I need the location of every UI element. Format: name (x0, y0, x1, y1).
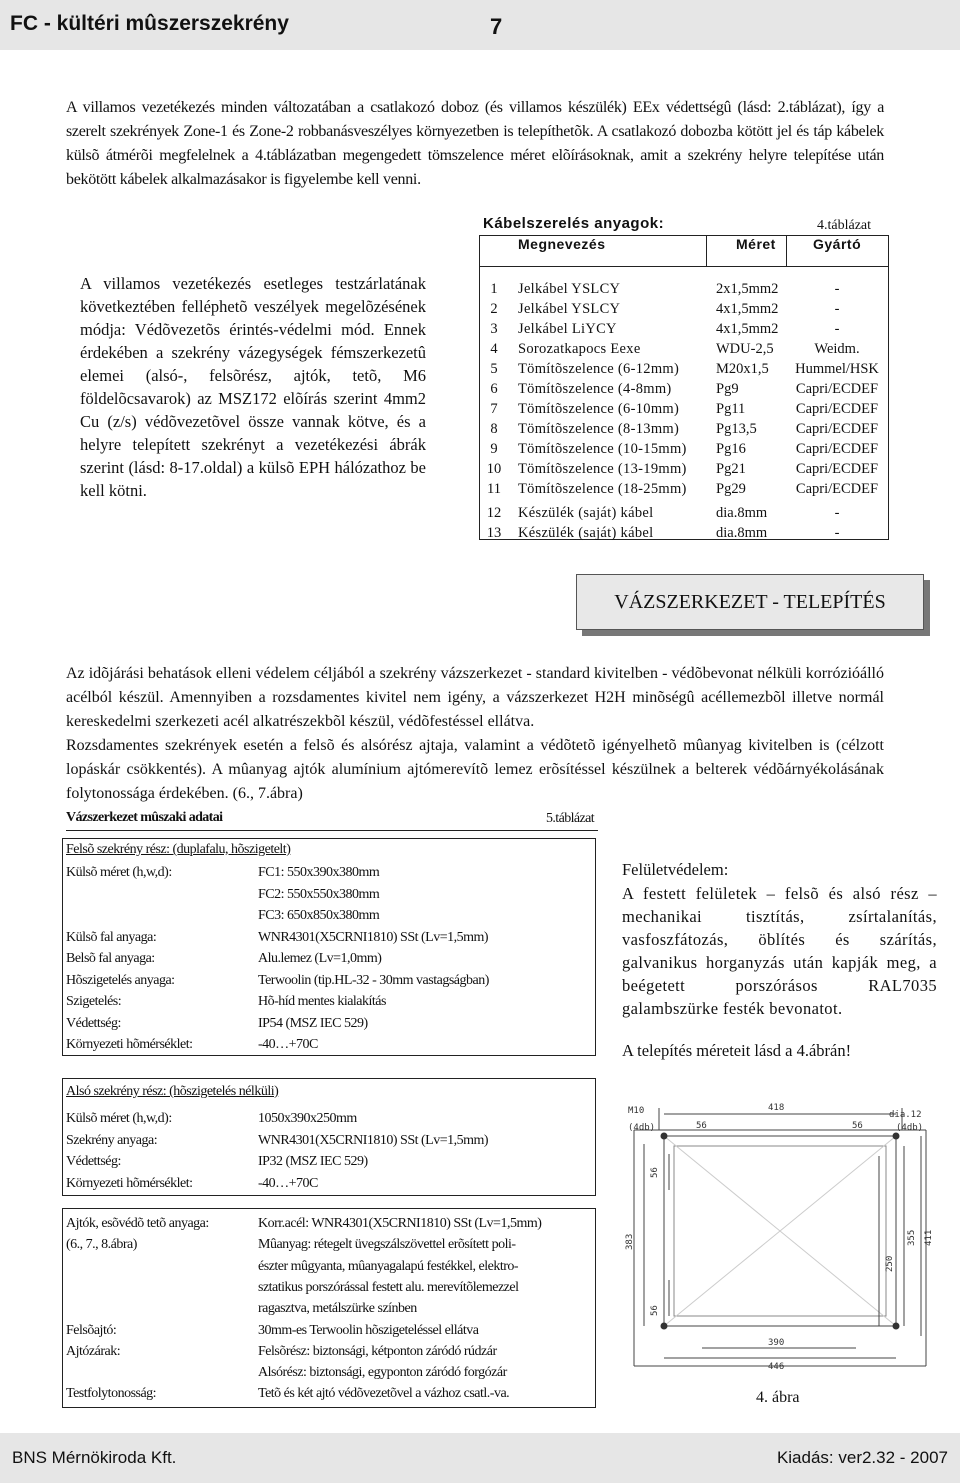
row-number: 9 (490, 441, 498, 457)
spec-label: Külsõ méret (h,w,d): (66, 1111, 172, 1126)
intro-paragraph: A villamos vezetékezés minden változatában a csatlakozó doboz (és villamos készülék) EEx védettségû (lásd: 2.táblázat), így a szerelt szekrények Zone-1 és Zone-2 robbanásveszélyes környezetben is telepíthetõk. A csatlakozó dobozba kötött jel és táp kábelek külsõ átmérõi megfelelnek a 4.táblázatban megengedett tömszelence méret elõírásoknak, amit a szekrény helyre telepítése után bekötött kábelek alkalmazásakor is figyelembe kell venni. (66, 99, 884, 188)
dim-446: 446 (768, 1362, 785, 1372)
row-name: Tömítõszelence (4-8mm) (518, 381, 672, 397)
row-size: Pg9 (716, 381, 739, 397)
row-size: 4x1,5mm2 (716, 301, 779, 317)
dim-355: 355 (907, 1229, 917, 1246)
row-maker: Capri/ECDEF (795, 381, 879, 397)
row-maker: - (834, 301, 840, 317)
row-size: 2x1,5mm2 (716, 281, 779, 297)
row-number: 6 (490, 381, 498, 397)
row-size: dia.8mm (716, 505, 768, 521)
spec-value: IP54 (MSZ IEC 529) (258, 1015, 368, 1031)
row-number: 5 (490, 361, 498, 377)
row-size: M20x1,5 (716, 361, 769, 377)
lower-spec-title: Alsó szekrény rész: (hõszigetelés nélküli) (66, 1084, 279, 1099)
row-name: Jelkábel YSLCY (518, 281, 621, 297)
row-number: 1 (490, 281, 498, 297)
row-number: 11 (487, 481, 501, 497)
spec-value: WNR4301(X5CRNI1810) SSt (Lv=1,5mm) (258, 929, 489, 945)
figure-caption: 4. ábra (756, 1389, 800, 1406)
row-number: 4 (490, 341, 498, 357)
spec-label: Szigetelés: (66, 994, 122, 1009)
spec-label: Hõszigetelés anyaga: (66, 972, 175, 988)
row-name: Jelkábel YSLCY (518, 301, 621, 317)
row-number: 13 (486, 525, 502, 541)
dim-250: 250 (885, 1255, 895, 1272)
row-number: 2 (490, 301, 498, 317)
spec-value: 1050x390x250mm (258, 1111, 357, 1126)
dim-56-side-bottom: 56 (650, 1305, 660, 1316)
row-size: Pg13,5 (716, 421, 757, 437)
spec-value: -40…+70C (258, 1175, 318, 1191)
spec-value: Tetõ és két ajtó védõvezetõvel a vázhoz csatl.-va. (258, 1386, 510, 1402)
row-maker: Capri/ECDEF (795, 461, 879, 477)
footer-company: BNS Mérnökiroda Kft. (12, 1448, 177, 1467)
spec-value: -40…+70C (258, 1037, 318, 1052)
row-maker: Hummel/HSK (795, 361, 879, 377)
surface-note: A telepítés méreteit lásd a 4.ábrán! (622, 1041, 852, 1060)
row-size: Pg29 (716, 481, 746, 497)
spec-value: Felsõrész: biztonsági, kétponton záródó rúdzár (258, 1343, 497, 1359)
col-header-maker: Gyártó (813, 236, 862, 252)
section-title: VÁZSZERKEZET - TELEPÍTÉS (576, 574, 924, 630)
row-maker: - (834, 525, 840, 541)
spec-value: ragasztva, metálszürke színben (258, 1301, 417, 1317)
row-name: Sorozatkapocs Eexe (518, 341, 641, 357)
spec-value: 30mm-es Terwoolin hõszigeteléssel ellátva (258, 1322, 479, 1338)
spec-label: Környezeti hõmérséklet: (66, 1175, 193, 1191)
spec-divider (66, 830, 598, 831)
spec-value: FC1: 550x390x380mm (258, 865, 380, 880)
dia-label: dia.12 (889, 1110, 922, 1120)
earthing-paragraph: A villamos vezetékezés esetleges testzárlatának következtében felléphetõ veszélyek megelõzésének módja: Védõvezetõs érintés-védelmi mód. Ennek érdekében a szekrény vázegységek fémszerkezetû elemei (alsó-, felsõrész, ajtók, tetõ, M6 földelõcsavarok) az MSZ172 elõírás szerint 4mm2 Cu (z/s) védõvezetõvel össze vannak kötve, és a helyre telepített szekrényt a vezetékezési ábrák szerint (lásd: 8-17.oldal) a külsõ EPH hálózathoz be kell kötni. (80, 274, 426, 500)
page-number: 7 (490, 14, 503, 39)
spec-label: Ajtózárak: (66, 1343, 121, 1359)
row-size: dia.8mm (716, 525, 768, 541)
spec-value: Alsórész: biztonsági, egyponton záródó forgózár (258, 1365, 507, 1381)
dim-56-top-left: 56 (696, 1121, 707, 1131)
row-name: Tömítõszelence (6-10mm) (518, 401, 680, 417)
row-maker: Capri/ECDEF (795, 421, 879, 437)
upper-spec-title: Felsõ szekrény rész: (duplafalu, hõszigetelt) (66, 842, 291, 857)
row-maker: - (834, 281, 840, 297)
spec-value: IP32 (MSZ IEC 529) (258, 1154, 368, 1169)
cable-table (479, 235, 889, 540)
row-name: Jelkábel LiYCY (518, 321, 617, 337)
spec-label: Külsõ méret (h,w,d): (66, 865, 172, 880)
dim-411: 411 (924, 1229, 934, 1246)
row-size: Pg16 (716, 441, 746, 457)
spec-title: Vázszerkezet mûszaki adatai (66, 810, 223, 825)
col-header-name: Megnevezés (518, 236, 606, 252)
cable-table-number: 4.táblázat (817, 218, 872, 233)
spec-value: Mûanyag: rétegelt üvegszálszövettel erõsített poli- (258, 1237, 516, 1253)
surface-text: A festett felületek – felsõ és alsó rész – mechanikai tisztítás, zsírtalanítás, vasfoszfátozás, öblítés és szárítás, galvanikus horganyzás után kapják meg, a beégetett porszórásos RAL7035 galambszürke festék bevonatot. (622, 884, 937, 1018)
row-name: Tömítõszelence (10-15mm) (518, 441, 687, 457)
row-number: 10 (486, 461, 502, 477)
row-maker: - (834, 321, 840, 337)
spec-label: Belsõ fal anyaga: (66, 951, 155, 966)
page-title: FC - kültéri mûszerszekrény (10, 12, 289, 35)
dim-418: 418 (768, 1103, 785, 1113)
dia-qty-label: (4db) (896, 1123, 924, 1133)
row-number: 12 (486, 505, 502, 521)
cable-table-title: Kábelszerelés anyagok: (483, 215, 665, 232)
row-maker: Capri/ECDEF (795, 481, 879, 497)
spec-label: (6., 7., 8.ábra) (66, 1237, 137, 1253)
spec-value: Hõ-híd mentes kialakítás (258, 994, 386, 1009)
spec-label: Védettség: (66, 1154, 121, 1169)
row-name: Tömítõszelence (18-25mm) (518, 481, 687, 497)
spec-label: Felsõajtó: (66, 1322, 117, 1338)
row-maker: Weidm. (814, 341, 860, 357)
spec-value: észter mûgyanta, mûanyagalapú festékkel, elektro- (258, 1258, 519, 1274)
row-size: Pg21 (716, 461, 746, 477)
row-size: Pg11 (716, 401, 746, 417)
row-size: 4x1,5mm2 (716, 321, 779, 337)
row-name: Készülék (saját) kábel (518, 525, 654, 541)
dim-56-top-right: 56 (852, 1121, 863, 1131)
spec-value: Alu.lemez (Lv=1,0mm) (258, 951, 382, 966)
dim-56-side-top: 56 (650, 1167, 660, 1178)
row-number: 8 (490, 421, 498, 437)
row-number: 3 (490, 321, 498, 337)
spec-value: Korr.acél: WNR4301(X5CRNI1810) SSt (Lv=1,5mm) (258, 1216, 542, 1231)
row-name: Tömítõszelence (8-13mm) (518, 421, 680, 437)
row-name: Tömítõszelence (6-12mm) (518, 361, 680, 377)
row-name: Tömítõszelence (13-19mm) (518, 461, 687, 477)
spec-label: Testfolytonosság: (66, 1386, 157, 1402)
spec-number: 5.táblázat (546, 811, 595, 826)
surface-title: Felületvédelem: (622, 860, 729, 879)
m10-qty-label: (4db) (628, 1123, 656, 1133)
spec-label: Külsõ fal anyaga: (66, 929, 157, 945)
footer-edition: Kiadás: ver2.32 - 2007 (776, 1448, 948, 1467)
row-maker: Capri/ECDEF (795, 401, 879, 417)
row-size: WDU-2,5 (716, 341, 774, 357)
row-number: 7 (490, 401, 498, 417)
spec-value: sztatikus porszórással festett alu. merevítõlemezzel (258, 1279, 519, 1295)
spec-value: FC3: 650x850x380mm (258, 908, 380, 923)
col-header-size: Méret (736, 236, 776, 252)
spec-label: Ajtók, esõvédõ tetõ anyaga: (66, 1216, 209, 1231)
section-paragraph-2: Rozsdamentes szekrények esetén a felsõ és alsórész ajtaja, valamint a védõtetõ igényelhetõ mûanyag kivitelben is (célzott lopáskár csökkentés). A mûanyag ajtók alumínium ajtómerevítõ lemez erõsítéssel készülnek a belterek védõárnyékolásának folytonossága érdekében. (6., 7.ábra) (66, 737, 884, 802)
row-maker: Capri/ECDEF (795, 441, 879, 457)
row-maker: - (834, 505, 840, 521)
spec-label: Védettség: (66, 1015, 121, 1031)
spec-value: WNR4301(X5CRNI1810) SSt (Lv=1,5mm) (258, 1132, 489, 1148)
spec-value: Terwoolin (tip.HL-32 - 30mm vastagságban) (258, 972, 489, 988)
spec-label: Szekrény anyaga: (66, 1132, 158, 1148)
section-paragraph-1: Az idõjárási behatások elleni védelem céljából a szekrény vázszerkezet - standard kivitelben - védõbevonat nélküli korrózióálló acélból készül. Amennyiben a rozsdamentes kivitel nem igény, a vázszerkezet H2H minõségû acéllemezbõl illetve normál kereskedelmi szerkezeti acél alkatrészekbõl készül, védõfestéssel ellátva. (66, 665, 884, 730)
dim-390: 390 (768, 1338, 785, 1348)
spec-value: FC2: 550x550x380mm (258, 886, 380, 902)
dim-383: 383 (625, 1233, 635, 1250)
spec-label: Környezeti hõmérséklet: (66, 1037, 193, 1052)
row-name: Készülék (saját) kábel (518, 505, 654, 521)
mounting-drawing (624, 1096, 934, 1386)
m10-label: M10 (628, 1106, 645, 1116)
